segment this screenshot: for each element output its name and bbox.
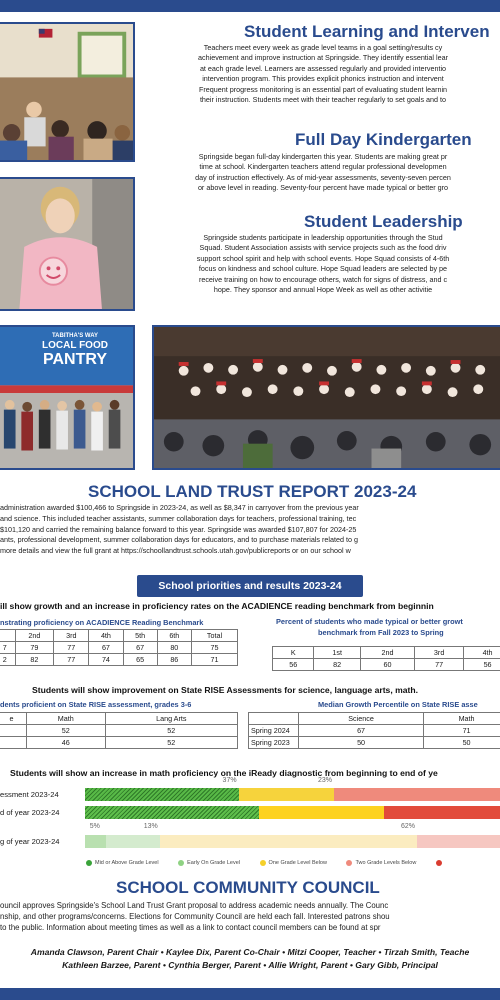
council-heading: SCHOOL COMMUNITY COUNCIL <box>116 878 380 897</box>
acadience-growth-table <box>272 646 500 671</box>
table-row: 52 52 <box>0 725 238 737</box>
table-row: 46 52 <box>0 737 238 749</box>
goal1-left-caption: nstrating proficiency on ACADIENCE Reading Benchmark <box>0 618 204 627</box>
choir-performance-photo <box>152 325 500 470</box>
council-members <box>0 946 500 972</box>
table-header-row: K 1st 2nd 3rd 4th <box>273 647 500 659</box>
pantry-sign-line2: LOCAL FOOD <box>42 340 108 351</box>
student-photo <box>0 177 135 311</box>
learning-heading: Student Learning and Interven <box>244 22 490 41</box>
leadership-paragraph: Springside students participate in leadership opportunities through the Stud Squad. Student Association assists with service projects such as the food driv support school spirit and help with school events. Hope Squad consists of 4-6th focus on kindness and school culture. Hope Squad leaders are selected by pe receive training on how to encourage others, watch for signs of distress, and c hope. They sponsor and annual Hope Week as well as other activitie <box>196 233 450 295</box>
priorities-banner: School priorities and results 2023-24 <box>137 575 363 597</box>
iready-bar-chart <box>0 777 500 860</box>
top-border-bar <box>0 0 500 12</box>
council-members-line2: Kathleen Barzee, Parent • Cynthia Berger, Parent • Allie Wright, Parent • Gary Gibb, Principal <box>62 960 438 970</box>
iready-legend <box>86 860 445 866</box>
kindergarten-paragraph: Springside began full-day kindergarten this year. Students are making great pr time at school. Kindergarten teachers attend regular professional developmen day of instruction effectively. As of mid-year assessments, seventy-seven percen or above level in reading. Seventy-four percent have made typical or better gro <box>195 152 451 193</box>
table-row: Spring 2023 50 50 <box>249 737 500 749</box>
bar-value-label: 23% <box>318 777 333 784</box>
goal2-heading: Students will show improvement on State RISE Assessments for science, language arts, math. <box>32 685 419 695</box>
bar-segment <box>106 835 160 848</box>
legend-swatch <box>260 860 266 866</box>
legend-swatch <box>346 860 352 866</box>
legend-item <box>436 860 445 866</box>
land-trust-heading: SCHOOL LAND TRUST REPORT 2023-24 <box>88 482 417 501</box>
rise-proficiency-table <box>0 712 238 749</box>
table-row: 56 82 60 77 56 <box>273 659 500 671</box>
bar-value-label: 13% <box>143 823 158 830</box>
goal1-right-caption-2: benchmark from Fall 2023 to Spring <box>318 628 444 637</box>
legend-item: One Grade Level Below <box>260 860 327 866</box>
bar-segment <box>85 806 259 819</box>
bar-value-label: 62% <box>401 823 416 830</box>
bar-value-label: 5% <box>89 823 100 830</box>
bar-segment <box>417 835 500 848</box>
leadership-heading: Student Leadership <box>304 212 463 231</box>
pantry-sign-line3: PANTRY <box>43 351 107 368</box>
kindergarten-heading: Full Day Kindergarten <box>295 130 472 149</box>
bar-segment <box>160 835 417 848</box>
acadience-proficiency-table <box>0 629 238 666</box>
goal2-left-caption: dents proficient on State RISE assessment, grades 3-6 <box>0 700 192 709</box>
food-pantry-photo <box>0 325 135 470</box>
goal1-right-caption-1: Percent of students who made typical or better growt <box>276 617 463 626</box>
bar-label: d of year 2023-24 <box>0 808 60 817</box>
bottom-border-bar <box>0 988 500 1000</box>
bar-segment <box>85 835 106 848</box>
land-trust-paragraph: administration awarded $100,466 to Springside in 2023-24, as well as $8,347 in carryover from the previous year and science. This included teacher assistants, summer collaboration days for teachers, professional training, tec $101,120 and carried the remaining balance forward to this year. Springside was awarded $107,807 for 2024-25 ants, professional development, summer collaboration days for educators, and to purchase materials related to g more details and view the full grant at https://schoollandtrust.schools.utah.gov/publicreports or on our school w <box>0 503 359 556</box>
bar-segment <box>334 788 500 801</box>
bar-value-label: 37% <box>222 777 237 784</box>
legend-item: Early On Grade Level <box>178 860 240 866</box>
table-header-row: 2nd 3rd 4th 5th 6th Total <box>0 630 238 642</box>
bar-segment <box>259 806 384 819</box>
bar-label: g of year 2023-24 <box>0 837 60 846</box>
rise-growth-table <box>248 712 500 749</box>
classroom-photo <box>0 22 135 162</box>
table-row: 2 82 77 74 65 86 71 <box>0 654 238 666</box>
table-row: Spring 2024 67 71 <box>249 725 500 737</box>
table-header-row: e Math Lang Arts <box>0 713 238 725</box>
council-paragraph: ouncil approves Springside's School Land Trust Grant proposal to address academic needs annually. The Counc nship, and other programs/concerns. Elections for Community Council are held each fall. Interested patrons shou to the public. Information about meeting times as well as a link to contact council members can be found at spr <box>0 901 390 932</box>
pantry-sign-line1: TABITHA'S WAY <box>51 333 99 339</box>
council-members-line1: Amanda Clawson, Parent Chair • Kaylee Dix, Parent Co-Chair • Mitzi Cooper, Teacher • Tirzah Smith, Teache <box>30 947 470 957</box>
legend-swatch <box>436 860 442 866</box>
legend-item: Two Grade Levels Below <box>346 860 416 866</box>
table-header-row: Science Math <box>249 713 500 725</box>
bar-segment <box>85 788 239 801</box>
bar-segment <box>239 788 334 801</box>
legend-swatch <box>178 860 184 866</box>
learning-paragraph: Teachers meet every week as grade level teams in a goal setting/results cy achievement and improve instruction at Springside. They identify essential lear at each grade level. Learners are assessed regularly and provided interventio intervention program. This provides explicit phonics instruction and intervent Frequent progress monitoring is an essential part of evaluating student learnin their instruction. Students meet with their teacher regularly to set goals and to <box>198 43 448 105</box>
bar-label: essment 2023-24 <box>0 790 59 799</box>
goal1-heading: ill show growth and an increase in proficiency rates on the ACADIENCE reading benchmark from beginnin <box>0 601 434 611</box>
table-row: 7 79 77 67 67 80 75 <box>0 642 238 654</box>
bar-segment <box>384 806 500 819</box>
legend-swatch <box>86 860 92 866</box>
goal3-heading: Students will show an increase in math proficiency on the iReady diagnostic from beginning to end of ye <box>10 768 438 778</box>
legend-item: Mid or Above Grade Level <box>86 860 159 866</box>
goal2-right-caption: Median Growth Percentile on State RISE asse <box>318 700 478 709</box>
